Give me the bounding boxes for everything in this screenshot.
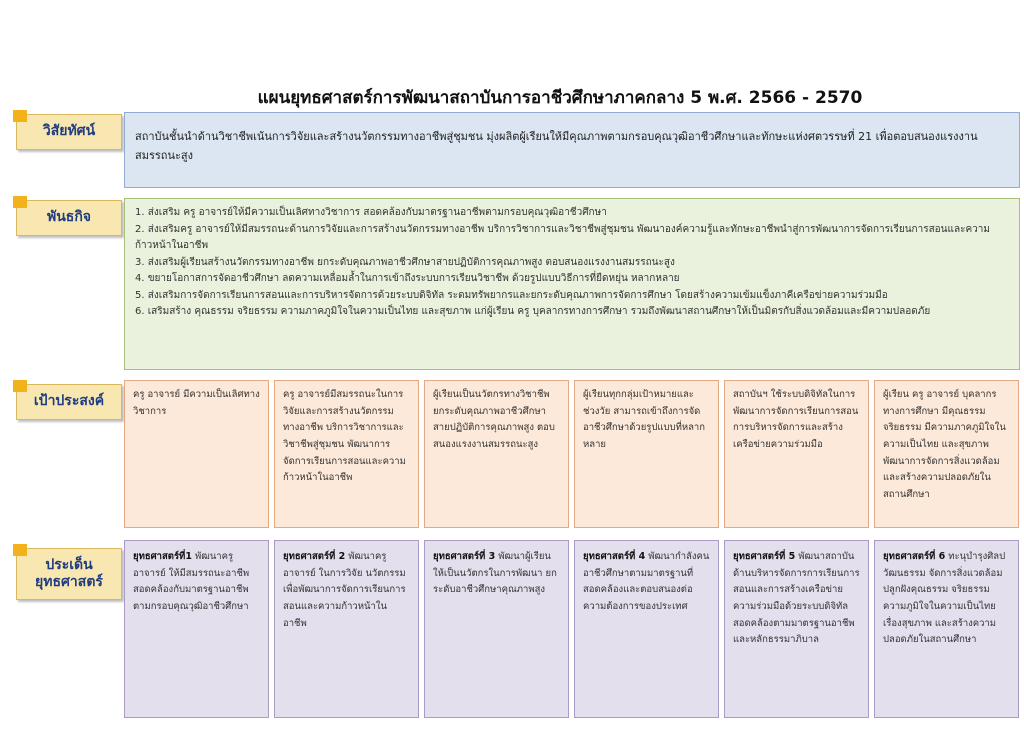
objective-box-6: ผู้เรียน ครู อาจารย์ บุคลากรทางการศึกษา มีคุณธรรม จริยธรรม มีความภาคภูมิใจในความเป็นไทย และสุขภาพ พัฒนาการจัดการสิ่งแวดล้อมและสร้างความปลอดภัยในสถานศึกษา [874, 380, 1019, 528]
vision-label [16, 114, 122, 150]
mission-panel [124, 198, 1020, 370]
strategies-label-line1: ประเด็น [45, 556, 93, 573]
label-tab-marker [13, 380, 27, 392]
mission-label-text: พันธกิจ [46, 209, 92, 226]
mission-item: 5. ส่งเสริมการจัดการเรียนการสอนและการบริหารจัดการด้วยระบบดิจิทัล ระดมทรัพยากรและยกระดับคุณภาพการจัดการศึกษา โดยสร้างความเข้มแข็งภาคีเครือข่ายความร่วมมือ [135, 289, 888, 301]
objectives-label-text: เป้าประสงค์ [33, 393, 105, 410]
strategy-text: พัฒนาครู อาจารย์ ให้มีสมรรถนะอาชีพ สอดคล้องกับมาตรฐานอาชีพตามกรอบคุณวุฒิอาชีวศึกษา [133, 551, 250, 612]
objectives-label [16, 384, 122, 420]
strategy-heading: ยุทธศาสตร์ที่ 3 [433, 551, 496, 562]
strategy-box-5 [724, 540, 869, 718]
objective-box-5: สถาบันฯ ใช้ระบบดิจิทัลในการพัฒนาการจัดการเรียนการสอนการบริหารจัดการและสร้างเครือข่ายความร่วมมือ [724, 380, 869, 528]
vision-panel [124, 112, 1020, 188]
strategy-text: พัฒนาครู อาจารย์ ในการวิจัย นวัตกรรมเพื่อพัฒนาการจัดการเรียนการสอนและความก้าวหน้าในอาชีพ [283, 551, 406, 629]
strategy-box-2 [274, 540, 419, 718]
strategy-box-4 [574, 540, 719, 718]
label-tab-marker [13, 544, 27, 556]
objective-box-4: ผู้เรียนทุกกลุ่มเป้าหมายและช่วงวัย สามารถเข้าถึงการจัดอาชีวศึกษาด้วยรูปแบบที่หลากหลาย [574, 380, 719, 528]
strategy-box-1 [124, 540, 269, 718]
objective-box-2: ครู อาจารย์มีสมรรถนะในการวิจัยและการสร้างนวัตกรรมทางอาชีพ บริการวิชาการและวิชาชีพสู่ชุมชน พัฒนาการจัดการเรียนการสอนและความก้าวหน้าในอาชีพ [274, 380, 419, 528]
label-tab-marker [13, 196, 27, 208]
mission-label [16, 200, 122, 236]
strategy-text: พัฒนาผู้เรียนให้เป็นนวัตกรในการพัฒนา ยกระดับอาชีวศึกษาคุณภาพสูง [433, 551, 557, 596]
mission-item: 3. ส่งเสริมผู้เรียนสร้างนวัตกรรมทางอาชีพ ยกระดับคุณภาพอาชีวศึกษาสายปฏิบัติการคุณภาพสูง ตอบสนองแรงงานสมรรถนะสูง [135, 256, 675, 268]
strategy-heading: ยุทธศาสตร์ที่ 6 [883, 551, 946, 562]
page-title: แผนยุทธศาสตร์การพัฒนาสถาบันการอาชีวศึกษาภาคกลาง 5 พ.ศ. 2566 - 2570 [257, 88, 863, 108]
strategy-heading: ยุทธศาสตร์ที่1 [133, 551, 192, 562]
strategy-box-3 [424, 540, 569, 718]
strategies-label-line2: ยุทธศาสตร์ [35, 574, 103, 590]
vision-label-text: วิสัยทัศน์ [42, 123, 96, 140]
objective-box-1: ครู อาจารย์ มีความเป็นเลิศทางวิชาการ [124, 380, 269, 528]
strategy-text: พัฒนาสถาบันด้านบริหารจัดการการเรียนการสอนและการสร้างเครือข่ายความร่วมมือด้วยระบบดิจิทัลสอดคล้องตามมาตรฐานอาชีพและหลักธรรมาภิบาล [733, 551, 860, 646]
vision-text: สถาบันชั้นนำด้านวิชาชีพเน้นการวิจัยและสร้างนวัตกรรมทางอาชีพสู่ชุมชน มุ่งผลิตผู้เรียนให้มีคุณภาพตามกรอบคุณวุฒิอาชีวศึกษาและทักษะแห่งศตวรรษที่ 21 เพื่อตอบสนองแรงงานสมรรถนะสูง [135, 130, 978, 163]
strategy-heading: ยุทธศาสตร์ที่ 5 [733, 551, 796, 562]
strategy-heading: ยุทธศาสตร์ที่ 2 [283, 551, 346, 562]
strategy-box-6 [874, 540, 1019, 718]
label-tab-marker [13, 110, 27, 122]
mission-item: 2. ส่งเสริมครู อาจารย์ให้มีสมรรถนะด้านการวิจัยและการสร้างนวัตกรรมทางอาชีพ บริการวิชาการและวิชาชีพสู่ชุมชน พัฒนาองค์ความรู้และทักษะอาชีพนำสู่การพัฒนาการจัดการเรียนการสอนและความก้าวหน้าในอาชีพ [135, 223, 990, 251]
strategy-text: ทะนุบำรุงศิลปวัฒนธรรม จัดการสิ่งแวดล้อม ปลูกฝังคุณธรรม จริยธรรม ความภูมิใจในความเป็นไทย เรื่องสุขภาพ และสร้างความปลอดภัยในสถานศึกษา [883, 551, 1006, 646]
strategy-text: พัฒนากำลังคนอาชีวศึกษาตามมาตรฐานที่สอดคล้องและตอบสนองต่อความต้องการของประเทศ [583, 551, 710, 612]
mission-item: 4. ขยายโอกาสการจัดอาชีวศึกษา ลดความเหลื่อมล้ำในการเข้าถึงระบบการเรียนวิชาชีพ ด้วยรูปแบบวิธีการที่ยืดหยุ่น หลากหลาย [135, 273, 680, 284]
strategies-label [16, 548, 122, 600]
mission-item: 6. เสริมสร้าง คุณธรรม จริยธรรม ความภาคภูมิใจในความเป็นไทย และสุขภาพ แก่ผู้เรียน ครู บุคลากรทางการศึกษา รวมถึงพัฒนาสถานศึกษาให้เป็นมิตรกับสิ่งแวดล้อมและมีความปลอดภัย [135, 306, 931, 317]
objective-box-3: ผู้เรียนเป็นนวัตกรทางวิชาชีพยกระดับคุณภาพอาชีวศึกษาสายปฏิบัติการคุณภาพสูง ตอบสนองแรงงานสมรรถนะสูง [424, 380, 569, 528]
strategy-heading: ยุทธศาสตร์ที่ 4 [583, 551, 646, 562]
mission-item: 1. ส่งเสริม ครู อาจารย์ให้มีความเป็นเลิศทางวิชาการ สอดคล้องกับมาตรฐานอาชีพตามกรอบคุณวุฒิอาชีวศึกษา [135, 207, 607, 218]
